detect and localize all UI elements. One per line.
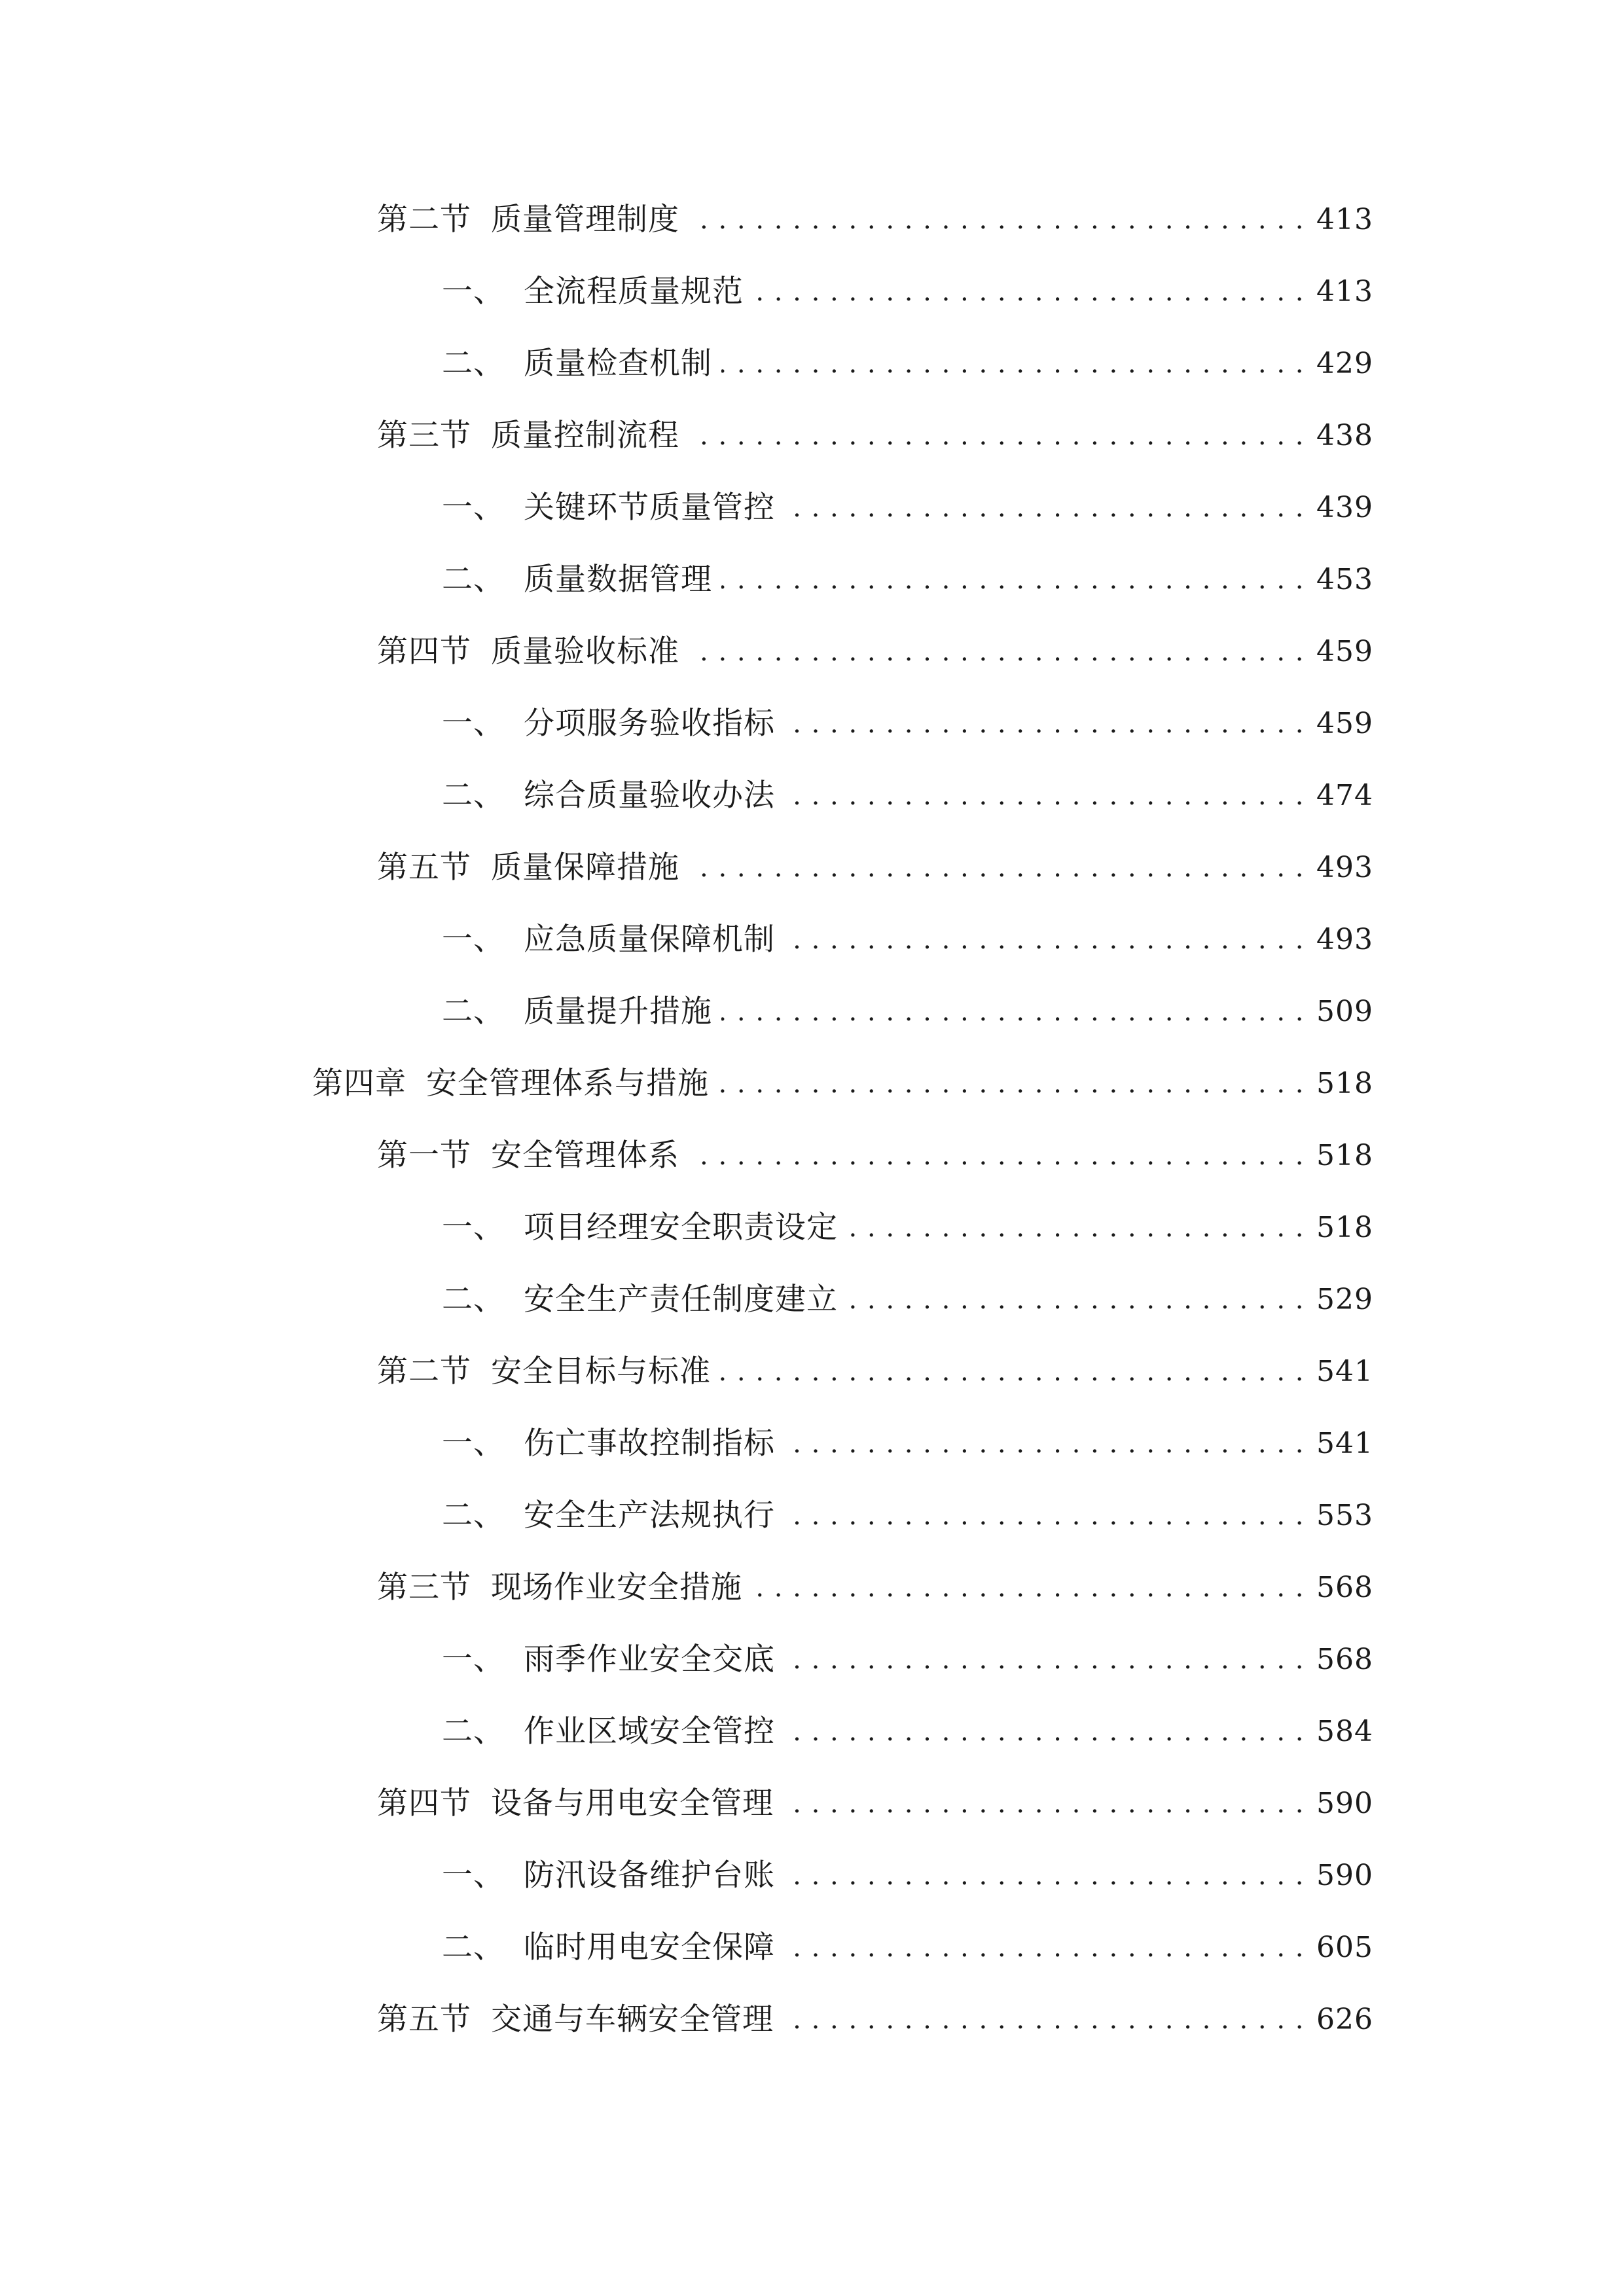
dot-leader <box>720 1346 1305 1398</box>
toc-entry-title: 雨季作业安全交底 <box>524 1641 775 1677</box>
toc-entry-title: 质量提升措施 <box>524 994 712 1030</box>
toc-entry-section[interactable] <box>377 194 1373 246</box>
toc-entry-title: 防汛设备维护台账 <box>524 1857 775 1893</box>
toc-entry-page-number: 584 <box>1316 1715 1373 1748</box>
toc-entry-page-number: 518 <box>1316 1139 1373 1172</box>
toc-entry-title: 全流程质量规范 <box>524 274 744 310</box>
toc-entry-title: 质量数据管理 <box>524 562 712 598</box>
dot-leader <box>784 1418 1305 1470</box>
toc-entry-prefix: 二、 <box>442 1713 505 1749</box>
toc-entry-page-number: 509 <box>1316 995 1373 1028</box>
toc-entry-subsection[interactable] <box>442 770 1373 822</box>
toc-entry-prefix: 第二节 <box>377 1354 471 1390</box>
toc-entry-subsection[interactable] <box>442 554 1373 606</box>
dot-leader <box>784 482 1305 534</box>
toc-entry-prefix: 一、 <box>442 1641 505 1677</box>
dot-leader <box>847 1202 1305 1254</box>
toc-entry-page-number: 413 <box>1316 275 1373 308</box>
toc-entry-subsection[interactable] <box>442 1634 1373 1686</box>
toc-entry-title: 质量管理制度 <box>491 202 679 238</box>
toc-entry-prefix: 一、 <box>442 706 505 742</box>
toc-entry-title: 综合质量验收办法 <box>524 778 775 814</box>
toc-entry-prefix: 第四章 <box>312 1066 406 1102</box>
toc-entry-prefix: 二、 <box>442 994 505 1030</box>
dot-leader <box>689 410 1305 462</box>
dot-leader <box>689 626 1305 678</box>
toc-entry-page-number: 459 <box>1316 707 1373 740</box>
toc-entry-section[interactable] <box>377 410 1373 462</box>
dot-leader <box>783 1778 1305 1830</box>
toc-entry-title: 伤亡事故控制指标 <box>524 1426 775 1462</box>
toc-entry-prefix: 二、 <box>442 1282 505 1318</box>
toc-entry-page-number: 474 <box>1316 779 1373 812</box>
dot-leader <box>753 266 1305 318</box>
toc-entry-prefix: 第三节 <box>377 1570 471 1605</box>
toc-entry-title: 应急质量保障机制 <box>524 922 775 958</box>
toc-entry-prefix: 第一节 <box>377 1138 471 1174</box>
toc-entry-prefix: 二、 <box>442 1929 505 1965</box>
toc-entry-section[interactable] <box>377 842 1373 894</box>
toc-entry-prefix: 第四节 <box>377 1785 471 1821</box>
dot-leader <box>751 1562 1305 1614</box>
toc-entry-title: 设备与用电安全管理 <box>491 1785 774 1821</box>
toc-entry-page-number: 459 <box>1316 635 1373 668</box>
toc-entry-title: 安全目标与标准 <box>491 1354 711 1390</box>
toc-entry-section[interactable] <box>377 1130 1373 1182</box>
toc-entry-prefix: 第五节 <box>377 2001 471 2037</box>
toc-entry-section[interactable] <box>377 1346 1373 1398</box>
toc-entry-subsection[interactable] <box>442 266 1373 318</box>
toc-entry-chapter[interactable] <box>312 1058 1373 1110</box>
toc-entry-subsection[interactable] <box>442 1922 1373 1974</box>
toc-entry-page-number: 626 <box>1316 2003 1373 2036</box>
toc-entry-title: 现场作业安全措施 <box>491 1570 742 1605</box>
toc-entry-page-number: 568 <box>1316 1571 1373 1604</box>
toc-entry-subsection[interactable] <box>442 1706 1373 1758</box>
dot-leader <box>784 1850 1305 1902</box>
dot-leader <box>784 1634 1305 1686</box>
toc-entry-subsection[interactable] <box>442 1274 1373 1326</box>
toc-entry-title: 交通与车辆安全管理 <box>491 2001 774 2037</box>
toc-entry-title: 作业区域安全管控 <box>524 1713 775 1749</box>
toc-entry-prefix: 一、 <box>442 1210 505 1246</box>
toc-entry-prefix: 二、 <box>442 562 505 598</box>
dot-leader <box>784 698 1305 750</box>
toc-entry-title: 项目经理安全职责设定 <box>524 1210 838 1246</box>
toc-entry-section[interactable] <box>377 1562 1373 1614</box>
toc-entry-title: 临时用电安全保障 <box>524 1929 775 1965</box>
toc-entry-title: 质量验收标准 <box>491 634 679 670</box>
toc-entry-prefix: 一、 <box>442 1426 505 1462</box>
dot-leader <box>784 1922 1305 1974</box>
toc-entry-section[interactable] <box>377 1778 1373 1830</box>
toc-entry-page-number: 518 <box>1316 1067 1373 1100</box>
toc-entry-section[interactable] <box>377 1994 1373 2046</box>
dot-leader <box>689 1130 1305 1182</box>
toc-entry-title: 安全管理体系与措施 <box>426 1066 709 1102</box>
toc-entry-page-number: 568 <box>1316 1643 1373 1676</box>
dot-leader <box>721 986 1305 1038</box>
toc-entry-page-number: 590 <box>1316 1859 1373 1892</box>
dot-leader <box>784 1490 1305 1542</box>
toc-entry-prefix: 二、 <box>442 346 505 382</box>
toc-entry-subsection[interactable] <box>442 698 1373 750</box>
toc-entry-page-number: 553 <box>1316 1499 1373 1532</box>
toc-entry-prefix: 第四节 <box>377 634 471 670</box>
toc-entry-page-number: 429 <box>1316 347 1373 380</box>
toc-entry-section[interactable] <box>377 626 1373 678</box>
dot-leader <box>784 770 1305 822</box>
dot-leader <box>784 1706 1305 1758</box>
toc-entry-prefix: 第三节 <box>377 418 471 454</box>
toc-entry-page-number: 493 <box>1316 923 1373 956</box>
toc-entry-page-number: 605 <box>1316 1931 1373 1964</box>
dot-leader <box>689 842 1305 894</box>
toc-entry-prefix: 一、 <box>442 1857 505 1893</box>
dot-leader <box>718 1058 1305 1110</box>
toc-entry-page-number: 518 <box>1316 1211 1373 1244</box>
toc-entry-title: 质量检查机制 <box>524 346 712 382</box>
toc-entry-subsection[interactable] <box>442 338 1373 390</box>
toc-entry-prefix: 一、 <box>442 274 505 310</box>
toc-entry-subsection[interactable] <box>442 1418 1373 1470</box>
toc-entry-title: 安全生产责任制度建立 <box>524 1282 838 1318</box>
toc-entry-page-number: 439 <box>1316 491 1373 524</box>
dot-leader <box>847 1274 1305 1326</box>
toc-entry-prefix: 一、 <box>442 490 505 526</box>
toc-entry-prefix: 二、 <box>442 1498 505 1534</box>
toc-entry-subsection[interactable] <box>442 482 1373 534</box>
toc-entry-subsection[interactable] <box>442 1490 1373 1542</box>
toc-entry-page-number: 453 <box>1316 563 1373 596</box>
toc-entry-title: 质量保障措施 <box>491 850 679 886</box>
dot-leader <box>689 194 1305 246</box>
toc-entry-page-number: 541 <box>1316 1427 1373 1460</box>
toc-entry-prefix: 第五节 <box>377 850 471 886</box>
toc-entry-page-number: 541 <box>1316 1355 1373 1388</box>
dot-leader <box>784 914 1305 966</box>
dot-leader <box>783 1994 1305 2046</box>
toc-entry-title: 质量控制流程 <box>491 418 679 454</box>
toc-entry-page-number: 438 <box>1316 419 1373 452</box>
toc-entry-prefix: 第二节 <box>377 202 471 238</box>
toc-entry-page-number: 413 <box>1316 203 1373 236</box>
dot-leader <box>721 338 1305 390</box>
toc-entry-subsection[interactable] <box>442 1850 1373 1902</box>
toc-entry-title: 安全生产法规执行 <box>524 1498 775 1534</box>
toc-entry-prefix: 一、 <box>442 922 505 958</box>
toc-entry-subsection[interactable] <box>442 1202 1373 1254</box>
toc-entry-subsection[interactable] <box>442 914 1373 966</box>
toc-entry-page-number: 590 <box>1316 1787 1373 1820</box>
toc-entry-page-number: 529 <box>1316 1283 1373 1316</box>
toc-entry-page-number: 493 <box>1316 851 1373 884</box>
toc-entry-title: 关键环节质量管控 <box>524 490 775 526</box>
toc-entry-prefix: 二、 <box>442 778 505 814</box>
toc-entry-subsection[interactable] <box>442 986 1373 1038</box>
dot-leader <box>721 554 1305 606</box>
toc-entry-title: 分项服务验收指标 <box>524 706 775 742</box>
toc-entry-title: 安全管理体系 <box>491 1138 679 1174</box>
